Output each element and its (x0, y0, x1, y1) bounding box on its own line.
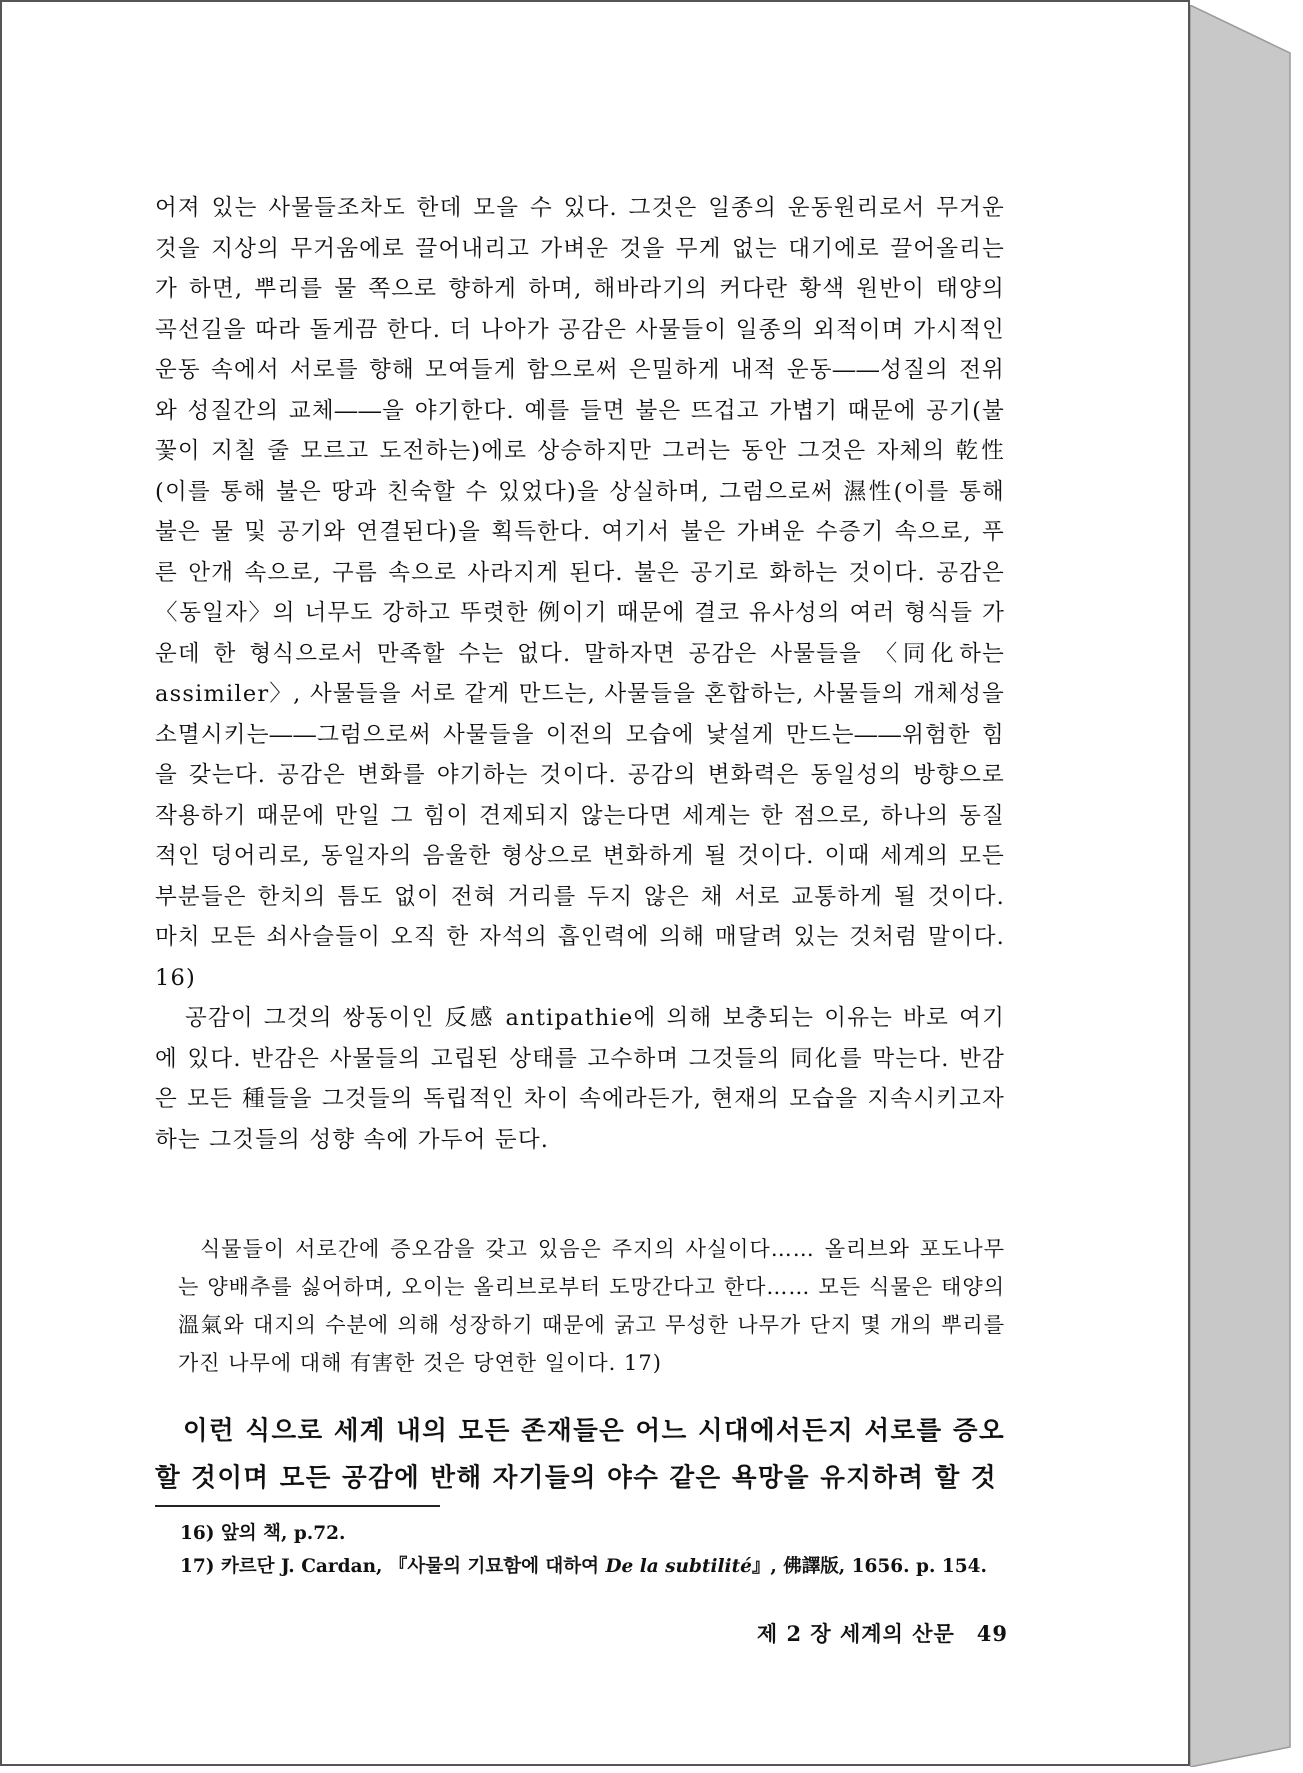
page-number: 49 (976, 1621, 1008, 1646)
footnote-16: 16) 앞의 책, p.72. (180, 1523, 346, 1544)
footnote-divider (155, 1505, 440, 1507)
chapter-title: 제 2 장 세계의 산문 (756, 1621, 955, 1646)
body-paragraph-1: 어져 있는 사물들조차도 한데 모을 수 있다. 그것은 일종의 운동원리로서 무거운 것을 지상의 무거움에로 끌어내리고 가벼운 것을 무게 없는 대기에로 끌어올리는가 하면, 뿌리를 물 쪽으로 향하게 하며, 해바라기의 커다란 황색 원반이 태양의 곡선길을 따라 돌게끔 한다. 더 나아가 공감은 사물들이 일종의 외적이며 가시적인 운동 속에서 서로를 향해 모여들게 함으로써 은밀하게 내적 운동――성질의 전위와 성질간의 교체――을 야기한다. 예를 들면 불은 뜨겁고 가볍기 때문에 공기(불꽃이 지칠 줄 모르고 도전하는)에로 상승하지만 그러는 동안 그것은 자체의 乾性(이를 통해 불은 땅과 친숙할 수 있었다)을 상실하며, 그럼으로써 濕性(이를 통해 불은 물 및 공기와 연결된다)을 획득한다. 여기서 불은 가벼운 수증기 속으로, 푸른 안개 속으로, 구름 속으로 사라지게 된다. 불은 공기로 화하는 것이다. 공감은 〈동일자〉의 너무도 강하고 뚜렷한 例이기 때문에 결코 유사성의 여러 형식들 가운데 한 형식으로서 만족할 수는 없다. 말하자면 공감은 사물들을 〈同化하는 assimiler〉, 사물들을 서로 같게 만드는, 사물들을 혼합하는, 사물들의 개체성을 소멸시키는――그럼으로써 사물들을 이전의 모습에 낯설게 만드는――위험한 힘을 갖는다. 공감은 변화를 야기하는 것이다. 공감의 변화력은 동일성의 방향으로 작용하기 때문에 만일 그 힘이 견제되지 않는다면 세계는 한 점으로, 하나의 동질적인 덩어리로, 동일자의 음울한 형상으로 변화하게 될 것이다. 이때 세계의 모든 부분들은 한치의 틈도 없이 전혀 거리를 두지 않은 채 서로 교통하게 될 것이다. 마치 모든 쇠사슬들이 오직 한 자석의 흡인력에 의해 매달려 있는 것처럼 말이다. 16) (155, 195, 1005, 991)
footnote-17-title: De la subtilité (605, 1556, 752, 1577)
footnote-17 (180, 1550, 1010, 1583)
closing-paragraph: 이런 식으로 세계 내의 모든 존재들은 어느 시대에서든지 서로를 증오할 것이며 모든 공감에 반해 자기들의 야수 같은 욕망을 유지하려 할 것 (155, 1416, 1005, 1493)
main-body-text (155, 188, 1005, 1160)
page-footer (757, 1618, 1008, 1648)
page-edge-shadow (1190, 5, 1293, 1767)
body-paragraph-2: 공감이 그것의 쌍동이인 反感 antipathie에 의해 보충되는 이유는 바로 여기에 있다. 반감은 사물들의 고립된 상태를 고수하며 그것들의 同化를 막는다. 반감은 모든 種들을 그것들의 독립적인 차이 속에라든가, 현재의 모습을 지속시키고자 하는 그것들의 성향 속에 가두어 둔다. (155, 1005, 1005, 1153)
footnotes (180, 1517, 1010, 1583)
block-quote: 식물들이 서로간에 증오감을 갖고 있음은 주지의 사실이다…… 올리브와 포도나무는 양배추를 싫어하며, 오이는 올리브로부터 도망간다고 한다…… 모든 식물은 태양의 溫氣와 대지의 수분에 의해 성장하기 때문에 굵고 무성한 나무가 단지 몇 개의 뿌리를 가진 나무에 대해 有害한 것은 당연한 일이다. 17) (178, 1237, 1005, 1375)
footnote-17-suffix: 』, 佛譯版, 1656. p. 154. (751, 1556, 987, 1577)
footnote-17-prefix: 17) 카르단 J. Cardan, 『사물의 기묘함에 대하여 (180, 1556, 606, 1577)
